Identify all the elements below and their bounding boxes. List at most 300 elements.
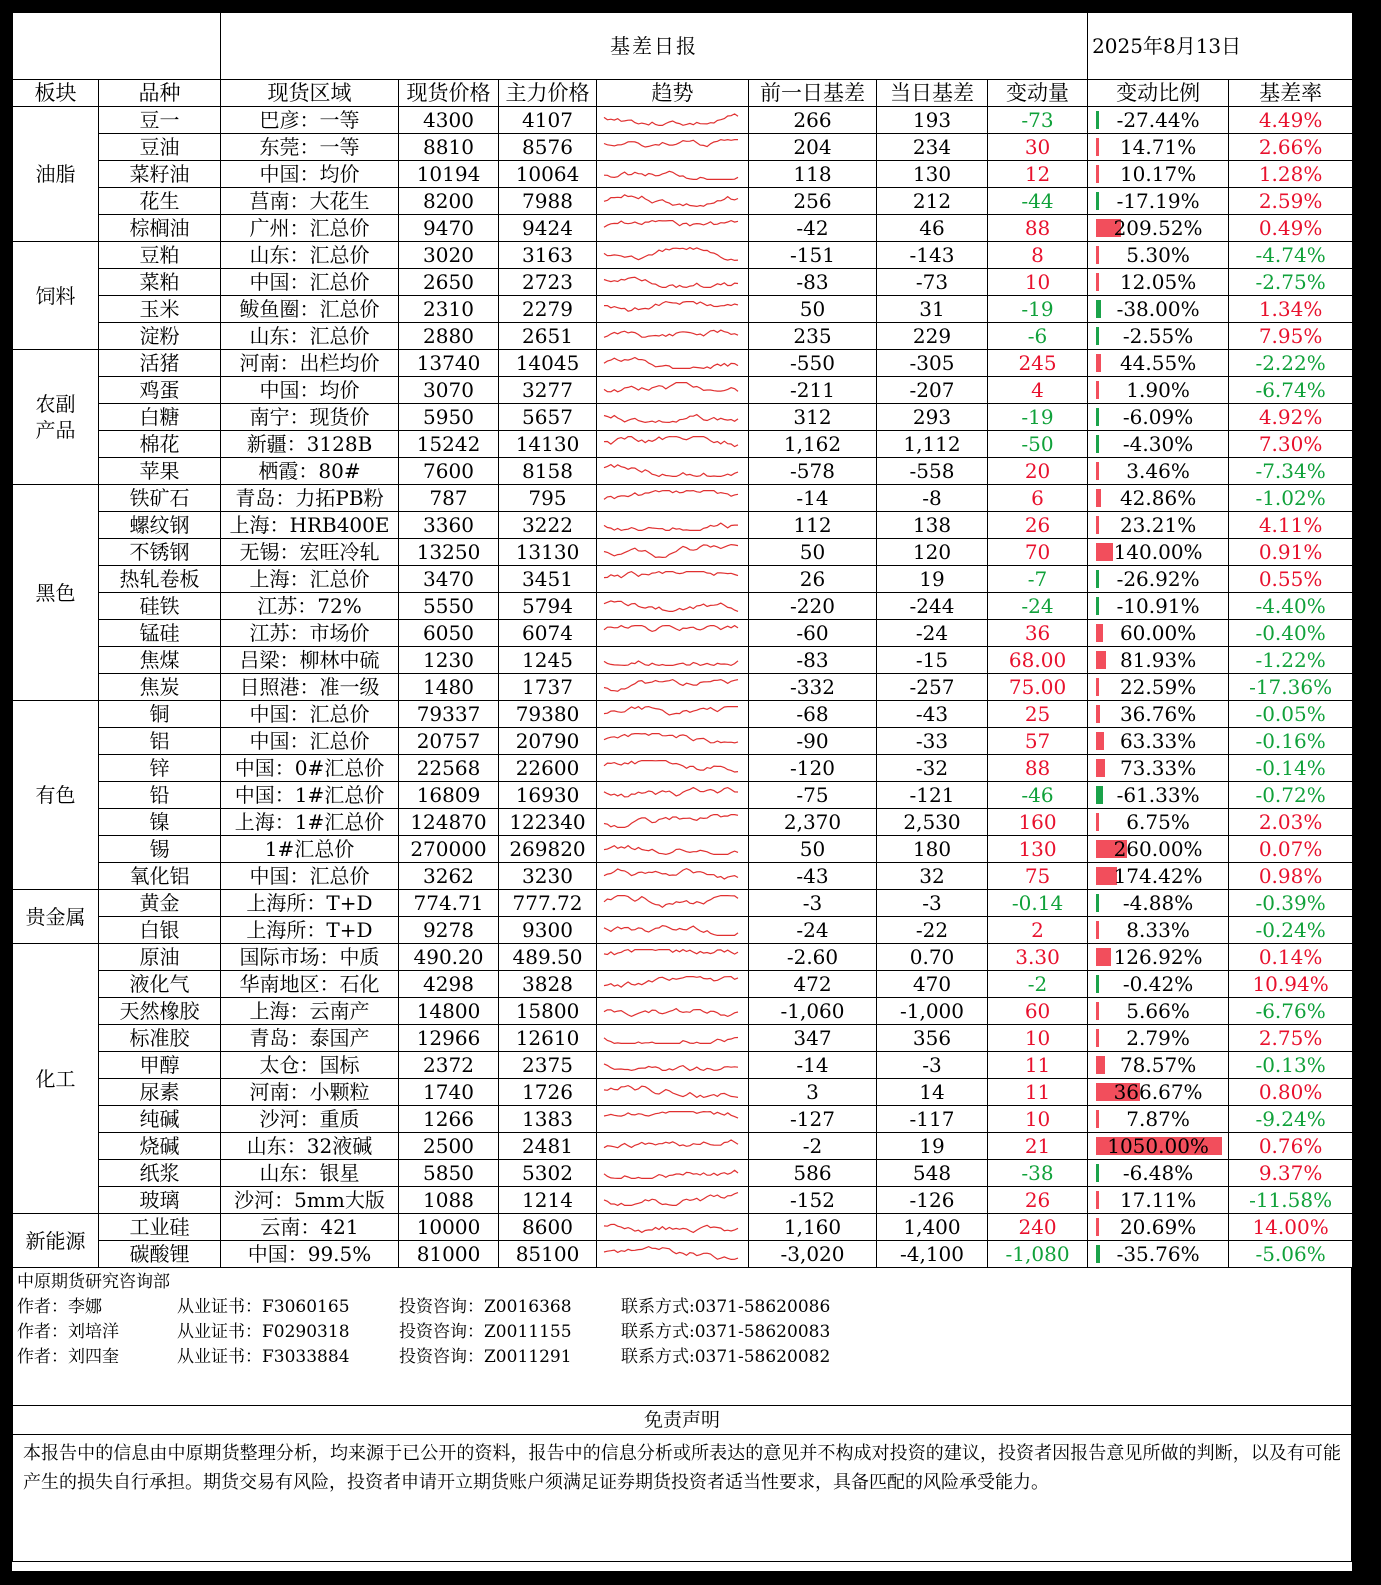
item-cell: 热轧卷板 xyxy=(99,566,221,593)
trend-cell xyxy=(597,1187,749,1214)
cur-basis-cell: 212 xyxy=(877,188,988,215)
ratio-bar xyxy=(1096,381,1099,399)
prev-basis-cell: 112 xyxy=(749,512,877,539)
change-cell: 160 xyxy=(988,809,1088,836)
item-cell: 白糖 xyxy=(99,404,221,431)
table-row xyxy=(13,593,1353,620)
item-cell: 豆油 xyxy=(99,134,221,161)
change-cell: 88 xyxy=(988,215,1088,242)
author-author: 作者：刘四奎 xyxy=(17,1347,119,1367)
ratio-value: 20.69% xyxy=(1119,1215,1197,1239)
prev-basis-cell: -332 xyxy=(749,674,877,701)
change-cell: 26 xyxy=(988,1187,1088,1214)
item-cell: 铜 xyxy=(99,701,221,728)
sector-cell: 油脂 xyxy=(13,107,99,242)
cur-basis-cell: -22 xyxy=(877,917,988,944)
ratio-value: -6.09% xyxy=(1122,405,1194,429)
item-cell: 氧化铝 xyxy=(99,863,221,890)
prev-basis-cell: -1,060 xyxy=(749,998,877,1025)
basis-rate-cell: 14.00% xyxy=(1229,1214,1353,1241)
prev-basis-cell: -14 xyxy=(749,1052,877,1079)
region-cell: 山东：汇总价 xyxy=(221,242,399,269)
change-ratio-cell xyxy=(1088,998,1229,1025)
change-ratio-cell xyxy=(1088,296,1229,323)
item-cell: 标准胶 xyxy=(99,1025,221,1052)
change-cell: -46 xyxy=(988,782,1088,809)
ratio-bar xyxy=(1096,138,1099,156)
change-ratio-cell xyxy=(1088,728,1229,755)
change-cell: 75.00 xyxy=(988,674,1088,701)
trend-cell xyxy=(597,1133,749,1160)
ratio-bar xyxy=(1096,786,1103,804)
basis-rate-cell: 0.49% xyxy=(1229,215,1353,242)
ratio-value: -4.30% xyxy=(1122,432,1194,456)
main-price-cell: 85100 xyxy=(499,1241,597,1268)
table-row xyxy=(13,809,1353,836)
ratio-value: 12.05% xyxy=(1119,270,1197,294)
spot-price-cell: 10194 xyxy=(399,161,499,188)
change-cell: -38 xyxy=(988,1160,1088,1187)
item-cell: 纯碱 xyxy=(99,1106,221,1133)
trend-sparkline xyxy=(600,1108,746,1130)
change-ratio-cell xyxy=(1088,539,1229,566)
disclaimer-title: 免责声明 xyxy=(12,1406,1352,1435)
change-ratio-cell xyxy=(1088,1187,1229,1214)
main-price-cell: 12610 xyxy=(499,1025,597,1052)
main-price-cell: 8576 xyxy=(499,134,597,161)
region-cell: 中国：均价 xyxy=(221,161,399,188)
spot-price-cell: 15242 xyxy=(399,431,499,458)
author-cert: 从业证书：F0290318 xyxy=(177,1322,350,1342)
main-price-cell: 7988 xyxy=(499,188,597,215)
table-row xyxy=(13,998,1353,1025)
ratio-value: 140.00% xyxy=(1113,540,1203,564)
basis-rate-cell: -9.24% xyxy=(1229,1106,1353,1133)
spot-price-cell: 787 xyxy=(399,485,499,512)
change-cell: 30 xyxy=(988,134,1088,161)
main-price-cell: 489.50 xyxy=(499,944,597,971)
ratio-bar xyxy=(1096,489,1101,507)
ratio-value: 6.75% xyxy=(1126,810,1190,834)
table-row xyxy=(13,188,1353,215)
sector-cell: 贵金属 xyxy=(13,890,99,944)
region-cell: 吕梁：柳林中硫 xyxy=(221,647,399,674)
item-cell: 玉米 xyxy=(99,296,221,323)
basis-rate-cell: 7.30% xyxy=(1229,431,1353,458)
ratio-value: -35.76% xyxy=(1116,1242,1200,1266)
change-ratio-cell xyxy=(1088,890,1229,917)
trend-cell xyxy=(597,269,749,296)
prev-basis-cell: -24 xyxy=(749,917,877,944)
spot-price-cell: 490.20 xyxy=(399,944,499,971)
ratio-bar xyxy=(1096,1056,1105,1074)
trend-sparkline xyxy=(600,1189,746,1211)
cur-basis-cell: -257 xyxy=(877,674,988,701)
cur-basis-cell: -43 xyxy=(877,701,988,728)
trend-cell xyxy=(597,998,749,1025)
cur-basis-cell: -33 xyxy=(877,728,988,755)
trend-cell xyxy=(597,1106,749,1133)
change-cell: 12 xyxy=(988,161,1088,188)
ratio-value: 5.66% xyxy=(1126,999,1190,1023)
main-price-cell: 14045 xyxy=(499,350,597,377)
item-cell: 锰硅 xyxy=(99,620,221,647)
ratio-value: 17.11% xyxy=(1119,1188,1197,1212)
cur-basis-cell: 1,400 xyxy=(877,1214,988,1241)
table-row xyxy=(13,836,1353,863)
basis-rate-cell: 2.75% xyxy=(1229,1025,1353,1052)
author-contact: 联系方式:0371-58620083 xyxy=(621,1322,831,1342)
change-cell: 245 xyxy=(988,350,1088,377)
prev-basis-cell: -90 xyxy=(749,728,877,755)
basis-rate-cell: 0.14% xyxy=(1229,944,1353,971)
cur-basis-cell: -73 xyxy=(877,269,988,296)
change-cell: 60 xyxy=(988,998,1088,1025)
trend-sparkline xyxy=(600,217,746,239)
ratio-bar xyxy=(1096,435,1099,453)
basis-rate-cell: 0.91% xyxy=(1229,539,1353,566)
change-cell: 70 xyxy=(988,539,1088,566)
table-row xyxy=(13,1187,1353,1214)
prev-basis-cell: -60 xyxy=(749,620,877,647)
change-cell: 20 xyxy=(988,458,1088,485)
basis-rate-cell: 4.49% xyxy=(1229,107,1353,134)
main-price-cell: 2375 xyxy=(499,1052,597,1079)
column-header: 趋势 xyxy=(597,80,749,107)
change-cell: 36 xyxy=(988,620,1088,647)
change-ratio-cell xyxy=(1088,674,1229,701)
cur-basis-cell: 14 xyxy=(877,1079,988,1106)
cur-basis-cell: 32 xyxy=(877,863,988,890)
trend-cell xyxy=(597,431,749,458)
region-cell: 中国：99.5% xyxy=(221,1241,399,1268)
trend-sparkline xyxy=(600,1027,746,1049)
spot-price-cell: 8810 xyxy=(399,134,499,161)
author-consult: 投资咨询：Z0016368 xyxy=(399,1297,572,1317)
cur-basis-cell: 234 xyxy=(877,134,988,161)
column-header: 主力价格 xyxy=(499,80,597,107)
trend-sparkline xyxy=(600,460,746,482)
table-row xyxy=(13,161,1353,188)
prev-basis-cell: -211 xyxy=(749,377,877,404)
main-price-cell: 8600 xyxy=(499,1214,597,1241)
change-ratio-cell xyxy=(1088,512,1229,539)
ratio-bar xyxy=(1096,516,1099,534)
cur-basis-cell: -117 xyxy=(877,1106,988,1133)
ratio-value: 2.79% xyxy=(1126,1026,1190,1050)
cur-basis-cell: 120 xyxy=(877,539,988,566)
item-cell: 豆一 xyxy=(99,107,221,134)
ratio-bar xyxy=(1096,192,1099,210)
change-ratio-cell xyxy=(1088,836,1229,863)
trend-cell xyxy=(597,458,749,485)
prev-basis-cell: 256 xyxy=(749,188,877,215)
item-cell: 鸡蛋 xyxy=(99,377,221,404)
prev-basis-cell: 50 xyxy=(749,539,877,566)
table-row xyxy=(13,512,1353,539)
basis-rate-cell: 2.59% xyxy=(1229,188,1353,215)
main-price-cell: 3451 xyxy=(499,566,597,593)
trend-sparkline xyxy=(600,190,746,212)
ratio-value: 22.59% xyxy=(1119,675,1197,699)
sector-cell: 饲料 xyxy=(13,242,99,350)
region-cell: 广州：汇总价 xyxy=(221,215,399,242)
basis-rate-cell: -4.40% xyxy=(1229,593,1353,620)
basis-rate-cell: 1.34% xyxy=(1229,296,1353,323)
change-ratio-cell xyxy=(1088,1052,1229,1079)
region-cell: 中国：汇总价 xyxy=(221,728,399,755)
ratio-bar xyxy=(1096,624,1103,642)
ratio-bar xyxy=(1096,408,1099,426)
ratio-bar xyxy=(1096,543,1113,561)
item-cell: 苹果 xyxy=(99,458,221,485)
trend-cell xyxy=(597,647,749,674)
ratio-value: 5.30% xyxy=(1126,243,1190,267)
table-row xyxy=(13,728,1353,755)
ratio-bar xyxy=(1096,597,1099,615)
item-cell: 碳酸锂 xyxy=(99,1241,221,1268)
main-price-cell: 1726 xyxy=(499,1079,597,1106)
item-cell: 焦煤 xyxy=(99,647,221,674)
change-ratio-cell xyxy=(1088,404,1229,431)
basis-table xyxy=(12,12,1353,1268)
spot-price-cell: 4300 xyxy=(399,107,499,134)
trend-sparkline xyxy=(600,1054,746,1076)
prev-basis-cell: -83 xyxy=(749,647,877,674)
spot-price-cell: 6050 xyxy=(399,620,499,647)
region-cell: 云南：421 xyxy=(221,1214,399,1241)
change-cell: 130 xyxy=(988,836,1088,863)
trend-sparkline xyxy=(600,1216,746,1238)
spot-price-cell: 2310 xyxy=(399,296,499,323)
sector-cell: 有色 xyxy=(13,701,99,890)
region-cell: 上海：云南产 xyxy=(221,998,399,1025)
change-ratio-cell xyxy=(1088,566,1229,593)
trend-cell xyxy=(597,1052,749,1079)
basis-rate-cell: -0.39% xyxy=(1229,890,1353,917)
prev-basis-cell: -83 xyxy=(749,269,877,296)
change-ratio-cell xyxy=(1088,323,1229,350)
spot-price-cell: 1740 xyxy=(399,1079,499,1106)
cur-basis-cell: -3 xyxy=(877,890,988,917)
trend-cell xyxy=(597,161,749,188)
column-header: 前一日基差 xyxy=(749,80,877,107)
change-ratio-cell xyxy=(1088,1106,1229,1133)
basis-rate-cell: -1.22% xyxy=(1229,647,1353,674)
main-price-cell: 13130 xyxy=(499,539,597,566)
cur-basis-cell: -244 xyxy=(877,593,988,620)
spot-price-cell: 5550 xyxy=(399,593,499,620)
trend-sparkline xyxy=(600,1243,746,1265)
prev-basis-cell: -42 xyxy=(749,215,877,242)
basis-rate-cell: -0.13% xyxy=(1229,1052,1353,1079)
column-header: 品种 xyxy=(99,80,221,107)
trend-cell xyxy=(597,242,749,269)
ratio-value: -0.42% xyxy=(1122,972,1194,996)
prev-basis-cell: -578 xyxy=(749,458,877,485)
item-cell: 甲醇 xyxy=(99,1052,221,1079)
cur-basis-cell: -32 xyxy=(877,755,988,782)
ratio-value: 44.55% xyxy=(1119,351,1197,375)
region-cell: 国际市场：中质 xyxy=(221,944,399,971)
ratio-value: 126.92% xyxy=(1113,945,1203,969)
cur-basis-cell: 293 xyxy=(877,404,988,431)
region-cell: 无锡：宏旺冷轧 xyxy=(221,539,399,566)
prev-basis-cell: -2.60 xyxy=(749,944,877,971)
basis-rate-cell: 0.55% xyxy=(1229,566,1353,593)
main-price-cell: 5794 xyxy=(499,593,597,620)
table-row xyxy=(13,674,1353,701)
trend-cell xyxy=(597,917,749,944)
trend-sparkline xyxy=(600,487,746,509)
table-row xyxy=(13,1241,1353,1268)
spot-price-cell: 16809 xyxy=(399,782,499,809)
change-cell: 3.30 xyxy=(988,944,1088,971)
change-ratio-cell xyxy=(1088,1241,1229,1268)
item-cell: 焦炭 xyxy=(99,674,221,701)
item-cell: 不锈钢 xyxy=(99,539,221,566)
ratio-value: 81.93% xyxy=(1119,648,1197,672)
ratio-value: -4.88% xyxy=(1122,891,1194,915)
trend-cell xyxy=(597,107,749,134)
region-cell: 江苏：72% xyxy=(221,593,399,620)
region-cell: 中国：均价 xyxy=(221,377,399,404)
spot-price-cell: 3262 xyxy=(399,863,499,890)
main-price-cell: 22600 xyxy=(499,755,597,782)
change-cell: 25 xyxy=(988,701,1088,728)
ratio-value: -26.92% xyxy=(1116,567,1200,591)
sector-cell: 化工 xyxy=(13,944,99,1214)
region-cell: 中国：1#汇总价 xyxy=(221,782,399,809)
trend-cell xyxy=(597,755,749,782)
change-cell: 75 xyxy=(988,863,1088,890)
region-cell: 上海所：T+D xyxy=(221,890,399,917)
item-cell: 棕榈油 xyxy=(99,215,221,242)
basis-rate-cell: -4.74% xyxy=(1229,242,1353,269)
table-row xyxy=(13,1160,1353,1187)
main-price-cell: 2651 xyxy=(499,323,597,350)
trend-sparkline xyxy=(600,1081,746,1103)
column-header: 变动比例 xyxy=(1088,80,1229,107)
main-price-cell: 3828 xyxy=(499,971,597,998)
region-cell: 河南：小颗粒 xyxy=(221,1079,399,1106)
region-cell: 太仓：国标 xyxy=(221,1052,399,1079)
region-cell: 莒南：大花生 xyxy=(221,188,399,215)
change-ratio-cell xyxy=(1088,701,1229,728)
trend-cell xyxy=(597,350,749,377)
item-cell: 铁矿石 xyxy=(99,485,221,512)
region-cell: 上海：1#汇总价 xyxy=(221,809,399,836)
basis-rate-cell: 0.98% xyxy=(1229,863,1353,890)
region-cell: 中国：汇总价 xyxy=(221,863,399,890)
cur-basis-cell: -121 xyxy=(877,782,988,809)
region-cell: 上海所：T+D xyxy=(221,917,399,944)
change-ratio-cell xyxy=(1088,215,1229,242)
region-cell: 栖霞：80# xyxy=(221,458,399,485)
trend-sparkline xyxy=(600,136,746,158)
basis-rate-cell: 10.94% xyxy=(1229,971,1353,998)
main-price-cell: 6074 xyxy=(499,620,597,647)
ratio-value: 78.57% xyxy=(1119,1053,1197,1077)
table-row xyxy=(13,1106,1353,1133)
item-cell: 镍 xyxy=(99,809,221,836)
ratio-value: -6.48% xyxy=(1122,1161,1194,1185)
ratio-bar xyxy=(1096,462,1099,480)
main-price-cell: 1737 xyxy=(499,674,597,701)
sector-cell: 新能源 xyxy=(13,1214,99,1268)
trend-cell xyxy=(597,512,749,539)
trend-cell xyxy=(597,674,749,701)
ratio-value: -2.55% xyxy=(1122,324,1194,348)
item-cell: 液化气 xyxy=(99,971,221,998)
spot-price-cell: 13740 xyxy=(399,350,499,377)
spot-price-cell: 9278 xyxy=(399,917,499,944)
table-row xyxy=(13,1079,1353,1106)
change-ratio-cell xyxy=(1088,863,1229,890)
ratio-bar xyxy=(1096,1002,1099,1020)
cur-basis-cell: 130 xyxy=(877,161,988,188)
basis-rate-cell: 0.07% xyxy=(1229,836,1353,863)
main-price-cell: 14130 xyxy=(499,431,597,458)
sector-cell: 农副 产品 xyxy=(13,350,99,485)
item-cell: 烧碱 xyxy=(99,1133,221,1160)
ratio-bar xyxy=(1096,273,1099,291)
spot-price-cell: 20757 xyxy=(399,728,499,755)
trend-sparkline xyxy=(600,514,746,536)
basis-rate-cell: -2.75% xyxy=(1229,269,1353,296)
region-cell: 山东：银星 xyxy=(221,1160,399,1187)
trend-sparkline xyxy=(600,568,746,590)
author-contact: 联系方式:0371-58620086 xyxy=(621,1297,831,1317)
trend-cell xyxy=(597,485,749,512)
ratio-value: -17.19% xyxy=(1116,189,1200,213)
spot-price-cell: 1230 xyxy=(399,647,499,674)
sector-cell: 黑色 xyxy=(13,485,99,701)
cur-basis-cell: -305 xyxy=(877,350,988,377)
ratio-bar xyxy=(1096,732,1104,750)
table-row xyxy=(13,107,1353,134)
change-cell: -44 xyxy=(988,188,1088,215)
change-cell: -19 xyxy=(988,404,1088,431)
ratio-bar xyxy=(1096,165,1099,183)
ratio-bar xyxy=(1096,354,1101,372)
basis-rate-cell: -7.34% xyxy=(1229,458,1353,485)
trend-sparkline xyxy=(600,1162,746,1184)
ratio-bar xyxy=(1096,327,1099,345)
basis-rate-cell: 2.03% xyxy=(1229,809,1353,836)
cur-basis-cell: -143 xyxy=(877,242,988,269)
cur-basis-cell: 138 xyxy=(877,512,988,539)
change-ratio-cell xyxy=(1088,458,1229,485)
region-cell: 中国：0#汇总价 xyxy=(221,755,399,782)
basis-rate-cell: -0.05% xyxy=(1229,701,1353,728)
prev-basis-cell: -75 xyxy=(749,782,877,809)
change-cell: 11 xyxy=(988,1052,1088,1079)
cur-basis-cell: -558 xyxy=(877,458,988,485)
item-cell: 菜粕 xyxy=(99,269,221,296)
trend-sparkline xyxy=(600,946,746,968)
main-price-cell: 3277 xyxy=(499,377,597,404)
trend-sparkline xyxy=(600,622,746,644)
cur-basis-cell: 31 xyxy=(877,296,988,323)
region-cell: 青岛：泰国产 xyxy=(221,1025,399,1052)
ratio-value: 3.46% xyxy=(1126,459,1190,483)
main-price-cell: 122340 xyxy=(499,809,597,836)
cur-basis-cell: 548 xyxy=(877,1160,988,1187)
prev-basis-cell: 26 xyxy=(749,566,877,593)
change-ratio-cell xyxy=(1088,1214,1229,1241)
change-cell: -24 xyxy=(988,593,1088,620)
